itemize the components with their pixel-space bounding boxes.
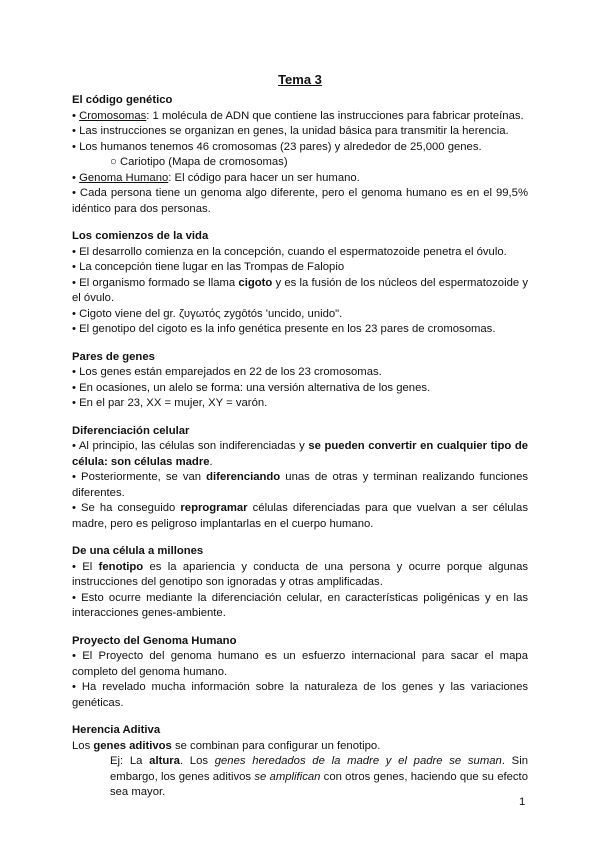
bullet-par-23: • En el par 23, XX = mujer, XY = varón. <box>72 397 268 409</box>
section-codigo-genetico <box>72 93 528 217</box>
section-pares-genes <box>72 350 528 412</box>
section-heading: Los comienzos de la vida <box>72 230 209 242</box>
bullet-desarrollo: • El desarrollo comienza en la concepción, cuando el espermatozoide penetra el óvulo. <box>72 245 507 258</box>
bullet-proyecto: • El Proyecto del genoma humano es un esfuerzo internacional para sacar el mapa completo del genoma humano. <box>72 650 528 678</box>
section-heading: De una célula a millones <box>72 545 204 557</box>
bullet-diferenciando: • Posteriormente, se van diferenciando unas de otras y terminan realizando funciones diferentes. <box>72 471 528 499</box>
bullet-genotipo: • El genotipo del cigoto es la info genética presente en los 23 pares de cromosomas. <box>72 323 496 335</box>
bullet-diferenciacion-celular: • Esto ocurre mediante la diferenciación celular, en características poligénicas y en las interacciones genes-ambiente. <box>72 591 528 619</box>
section-heading: Proyecto del Genoma Humano <box>72 634 237 647</box>
bullet-etimologia: • Cigoto viene del gr. ζυγωτός zygōtós 'uncido, unido". <box>72 307 343 320</box>
section-heading: El código genético <box>72 94 173 106</box>
sub-bullet-cariotipo: ○ Cariotipo (Mapa de cromosomas) <box>110 156 288 168</box>
section-herencia-aditiva <box>72 723 528 801</box>
document-title: Tema 3 <box>278 72 322 87</box>
bullet-reprogramar: • Se ha conseguido reprogramar células diferenciadas para que vuelvan a ser células madre, pero es peligroso implantarlas en el cuerpo humano. <box>72 502 528 530</box>
paragraph-genes-aditivos: Los genes aditivos se combinan para configurar un fenotipo. <box>72 739 381 752</box>
bullet-fenotipo: • El fenotipo es la apariencia y conducta de una persona y ocurre porque algunas instrucciones del genotipo son ignoradas y otras amplificadas. <box>72 560 529 588</box>
example-altura: Ej: La altura. Los genes heredados de la madre y el padre se suman. Sin embargo, los genes aditivos se amplifican con otros genes, haciendo que su efecto sea mayor. <box>110 755 528 798</box>
bullet-genoma-diferente: • Cada persona tiene un genoma algo diferente, pero el genoma humano es en el 99,5% idéntico para dos personas. <box>72 187 528 215</box>
section-comienzos-vida <box>72 229 528 338</box>
bullet-emparejados: • Los genes están emparejados en 22 de los 23 cromosomas. <box>72 366 382 378</box>
page-number: 1 <box>519 796 526 808</box>
section-heading: Herencia Aditiva <box>72 724 161 736</box>
bullet-instrucciones: • Las instrucciones se organizan en genes, la unidad básica para transmitir la herencia. <box>72 125 509 137</box>
section-proyecto-genoma <box>72 634 528 712</box>
bullet-concepcion: • La concepción tiene lugar en las Trompas de Falopio <box>72 261 345 273</box>
section-diferenciacion <box>72 424 528 533</box>
bullet-indiferenciadas: • Al principio, las células son indiferenciadas y se pueden convertir en cualquier tipo de célula: son células madre. <box>72 440 529 468</box>
bullet-cigoto: • El organismo formado se llama cigoto y es la fusión de los núcleos del espermatozoide y el óvulo. <box>72 276 529 304</box>
bullet-46-cromosomas: • Los humanos tenemos 46 cromosomas (23 pares) y alrededor de 25,000 genes. <box>72 140 482 153</box>
bullet-cromosomas: • Cromosomas: 1 molécula de ADN que contiene las instrucciones para fabricar proteínas. <box>72 109 524 122</box>
section-heading: Pares de genes <box>72 350 155 363</box>
document-page <box>72 72 528 801</box>
bullet-alelo: • En ocasiones, un alelo se forma: una versión alternativa de los genes. <box>72 381 431 394</box>
section-celula-millones <box>72 544 528 622</box>
bullet-genoma-humano: • Genoma Humano: El código para hacer un ser humano. <box>72 171 360 184</box>
bullet-ha-revelado: • Ha revelado mucha información sobre la naturaleza de los genes y las variaciones genéticas. <box>72 681 528 709</box>
section-heading: Diferenciación celular <box>72 424 190 437</box>
